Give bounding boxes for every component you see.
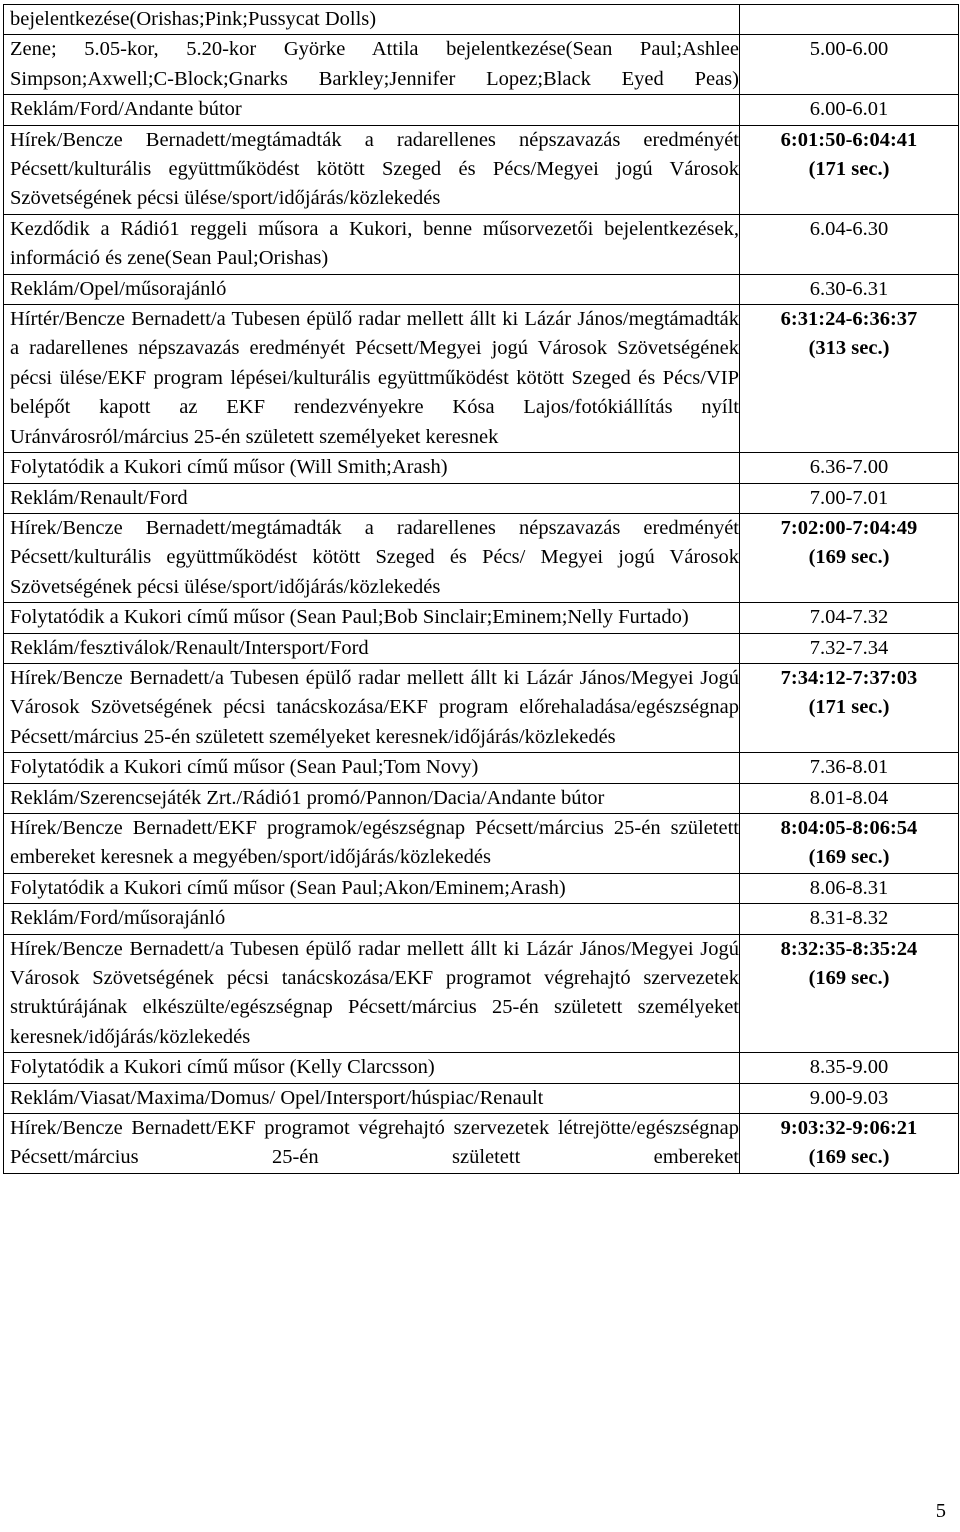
time-cell bbox=[740, 753, 959, 783]
schedule-row bbox=[4, 1083, 959, 1113]
time-cell bbox=[740, 1083, 959, 1113]
schedule-row bbox=[4, 125, 959, 214]
program-description: Reklám/Ford/Andante bútor bbox=[4, 95, 740, 125]
program-description: Reklám/Szerencsejáték Zrt./Rádió1 promó/Pannon/Dacia/Andante bútor bbox=[4, 783, 740, 813]
time-cell bbox=[740, 513, 959, 602]
program-description: Reklám/Opel/műsorajánló bbox=[4, 274, 740, 304]
time-cell bbox=[740, 934, 959, 1053]
schedule-row bbox=[4, 483, 959, 513]
time-range: 7.04-7.32 bbox=[809, 606, 889, 629]
duration: (169 sec.) bbox=[808, 967, 890, 989]
schedule-row bbox=[4, 513, 959, 602]
schedule-row bbox=[4, 904, 959, 934]
time-cell bbox=[740, 95, 959, 125]
schedule-row bbox=[4, 274, 959, 304]
program-description: Reklám/Viasat/Maxima/Domus/ Opel/Intersport/húspiac/Renault bbox=[4, 1083, 740, 1113]
time-range: 8:04:05-8:06:54 bbox=[780, 816, 918, 839]
program-description: Hírek/Bencze Bernadett/a Tubesen épülő radar mellett állt ki Lázár János/Megyei Jogú Városok Szövetségének pécsi tanácskozása/EKF program előrehaladása/egészségnap Pécsett/március 25-én született személyeket keresnek/időjárás/közlekedés bbox=[4, 663, 740, 752]
time-cell bbox=[740, 783, 959, 813]
program-description: Folytatódik a Kukori című műsor (Sean Paul;Akon/Eminem;Arash) bbox=[4, 873, 740, 903]
program-description: Hírtér/Bencze Bernadett/a Tubesen épülő radar mellett állt ki Lázár János/megtámadták a radarellenes népszavazás eredményét Pécsett/Megyei jogú Városok Szövetségének pécsi ülése/EKF program lépései/kulturális együttműködést kötött Szeged és Pécs/VIP belépőt kapott az EKF rendezvényekre Kósa Lajos/fotókiállítás nyílt Uránvárosról/március 25-én született személyeket keresnek bbox=[4, 305, 740, 453]
time-range: 8.06-8.31 bbox=[809, 876, 889, 899]
schedule-row bbox=[4, 1053, 959, 1083]
time-cell bbox=[740, 603, 959, 633]
schedule-row bbox=[4, 873, 959, 903]
program-description: Kezdődik a Rádió1 reggeli műsora a Kukori, benne műsorvezetői bejelentkezések, információ és zene(Sean Paul;Orishas) bbox=[4, 214, 740, 274]
time-cell bbox=[740, 305, 959, 453]
schedule-row bbox=[4, 1114, 959, 1174]
time-cell bbox=[740, 214, 959, 274]
time-cell bbox=[740, 125, 959, 214]
time-cell bbox=[740, 453, 959, 483]
time-range: 9:03:32-9:06:21 bbox=[780, 1117, 918, 1140]
program-description: Reklám/fesztiválok/Renault/Intersport/Ford bbox=[4, 633, 740, 663]
time-cell bbox=[740, 483, 959, 513]
program-description: Folytatódik a Kukori című műsor (Will Smith;Arash) bbox=[4, 453, 740, 483]
time-range: 6.30-6.31 bbox=[809, 277, 889, 300]
schedule-row bbox=[4, 813, 959, 873]
program-description: Folytatódik a Kukori című műsor (Sean Paul;Bob Sinclair;Eminem;Nelly Furtado) bbox=[4, 603, 740, 633]
schedule-row bbox=[4, 783, 959, 813]
duration: (171 sec.) bbox=[808, 696, 890, 719]
schedule-row bbox=[4, 633, 959, 663]
schedule-row bbox=[4, 95, 959, 125]
time-range: 6.04-6.30 bbox=[809, 217, 889, 240]
program-description: Hírek/Bencze Bernadett/megtámadták a radarellenes népszavazás eredményét Pécsett/kulturális együttműködést kötött Szeged és Pécs/Megyei jogú Városok Szövetségének pécsi ülése/sport/időjárás/közlekedés bbox=[4, 125, 740, 214]
duration: (169 sec.) bbox=[808, 546, 890, 569]
broadcast-schedule-table bbox=[3, 4, 959, 1174]
program-description: Folytatódik a Kukori című műsor (Kelly Clarcsson) bbox=[4, 1053, 740, 1083]
program-description: Folytatódik a Kukori című műsor (Sean Paul;Tom Novy) bbox=[4, 753, 740, 783]
schedule-row bbox=[4, 603, 959, 633]
time-range: 7:34:12-7:37:03 bbox=[780, 666, 918, 689]
schedule-row bbox=[4, 5, 959, 35]
time-range: 8:32:35-8:35:24 bbox=[780, 937, 918, 960]
time-range: 7.36-8.01 bbox=[809, 756, 889, 779]
time-cell bbox=[740, 873, 959, 903]
schedule-row bbox=[4, 214, 959, 274]
page-number: 5 bbox=[935, 1500, 946, 1522]
time-range: 6.00-6.01 bbox=[809, 98, 889, 121]
time-range: 6:01:50-6:04:41 bbox=[780, 128, 918, 151]
time-range: 8.35-9.00 bbox=[809, 1056, 889, 1079]
schedule-row bbox=[4, 934, 959, 1053]
program-description: Reklám/Ford/műsorajánló bbox=[4, 904, 740, 934]
program-description: Reklám/Renault/Ford bbox=[4, 483, 740, 513]
time-cell bbox=[740, 35, 959, 95]
schedule-row bbox=[4, 663, 959, 752]
schedule-body bbox=[4, 5, 959, 1174]
time-cell bbox=[740, 633, 959, 663]
time-cell bbox=[740, 5, 959, 35]
program-description: Zene; 5.05-kor, 5.20-kor Györke Attila bejelentkezése(Sean Paul;Ashlee Simpson;Axwell;C-Block;Gnarks Barkley;Jennifer Lopez;Black Eyed Peas) bbox=[4, 35, 740, 95]
schedule-row bbox=[4, 305, 959, 453]
duration: (171 sec.) bbox=[808, 158, 890, 181]
time-cell bbox=[740, 663, 959, 752]
program-description: Hírek/Bencze Bernadett/EKF programot végrehajtó szervezetek létrejötte/egészségnap Pécsett/március 25-én született embereket bbox=[4, 1114, 740, 1174]
time-range: 9.00-9.03 bbox=[809, 1086, 889, 1109]
schedule-row bbox=[4, 453, 959, 483]
time-cell bbox=[740, 1053, 959, 1083]
schedule-row bbox=[4, 753, 959, 783]
program-description: Hírek/Bencze Bernadett/megtámadták a radarellenes népszavazás eredményét Pécsett/kulturális együttműködést kötött Szeged és Pécs/ Megyei jogú Városok Szövetségének pécsi ülése/sport/időjárás/közlekedés bbox=[4, 513, 740, 602]
schedule-row bbox=[4, 35, 959, 95]
time-range: 6.36-7.00 bbox=[809, 456, 889, 479]
duration: (313 sec.) bbox=[808, 337, 890, 360]
time-cell bbox=[740, 904, 959, 934]
program-description: bejelentkezése(Orishas;Pink;Pussycat Dolls) bbox=[4, 5, 740, 35]
time-cell bbox=[740, 1114, 959, 1174]
program-description: Hírek/Bencze Bernadett/EKF programok/egészségnap Pécsett/március 25-én született embereket keresnek a megyében/sport/időjárás/közlekedés bbox=[4, 813, 740, 873]
time-range: 7.32-7.34 bbox=[809, 636, 889, 659]
time-cell bbox=[740, 813, 959, 873]
time-range: 8.31-8.32 bbox=[809, 907, 889, 930]
program-description: Hírek/Bencze Bernadett/a Tubesen épülő radar mellett állt ki Lázár János/Megyei Jogú Városok Szövetségének pécsi tanácskozása/EKF programot végrehajtó szervezetek struktúrájának elkészülte/egészségnap Pécsett/március 25-én született személyeket keresnek/időjárás/közlekedés bbox=[4, 934, 740, 1053]
time-range: 8.01-8.04 bbox=[809, 786, 889, 809]
time-range: 6:31:24-6:36:37 bbox=[780, 308, 918, 331]
time-cell bbox=[740, 274, 959, 304]
time-range: 7.00-7.01 bbox=[809, 486, 889, 509]
time-range: 7:02:00-7:04:49 bbox=[780, 516, 918, 539]
duration: (169 sec.) bbox=[808, 846, 890, 869]
time-range: 5.00-6.00 bbox=[809, 38, 889, 61]
duration: (169 sec.) bbox=[808, 1146, 890, 1169]
